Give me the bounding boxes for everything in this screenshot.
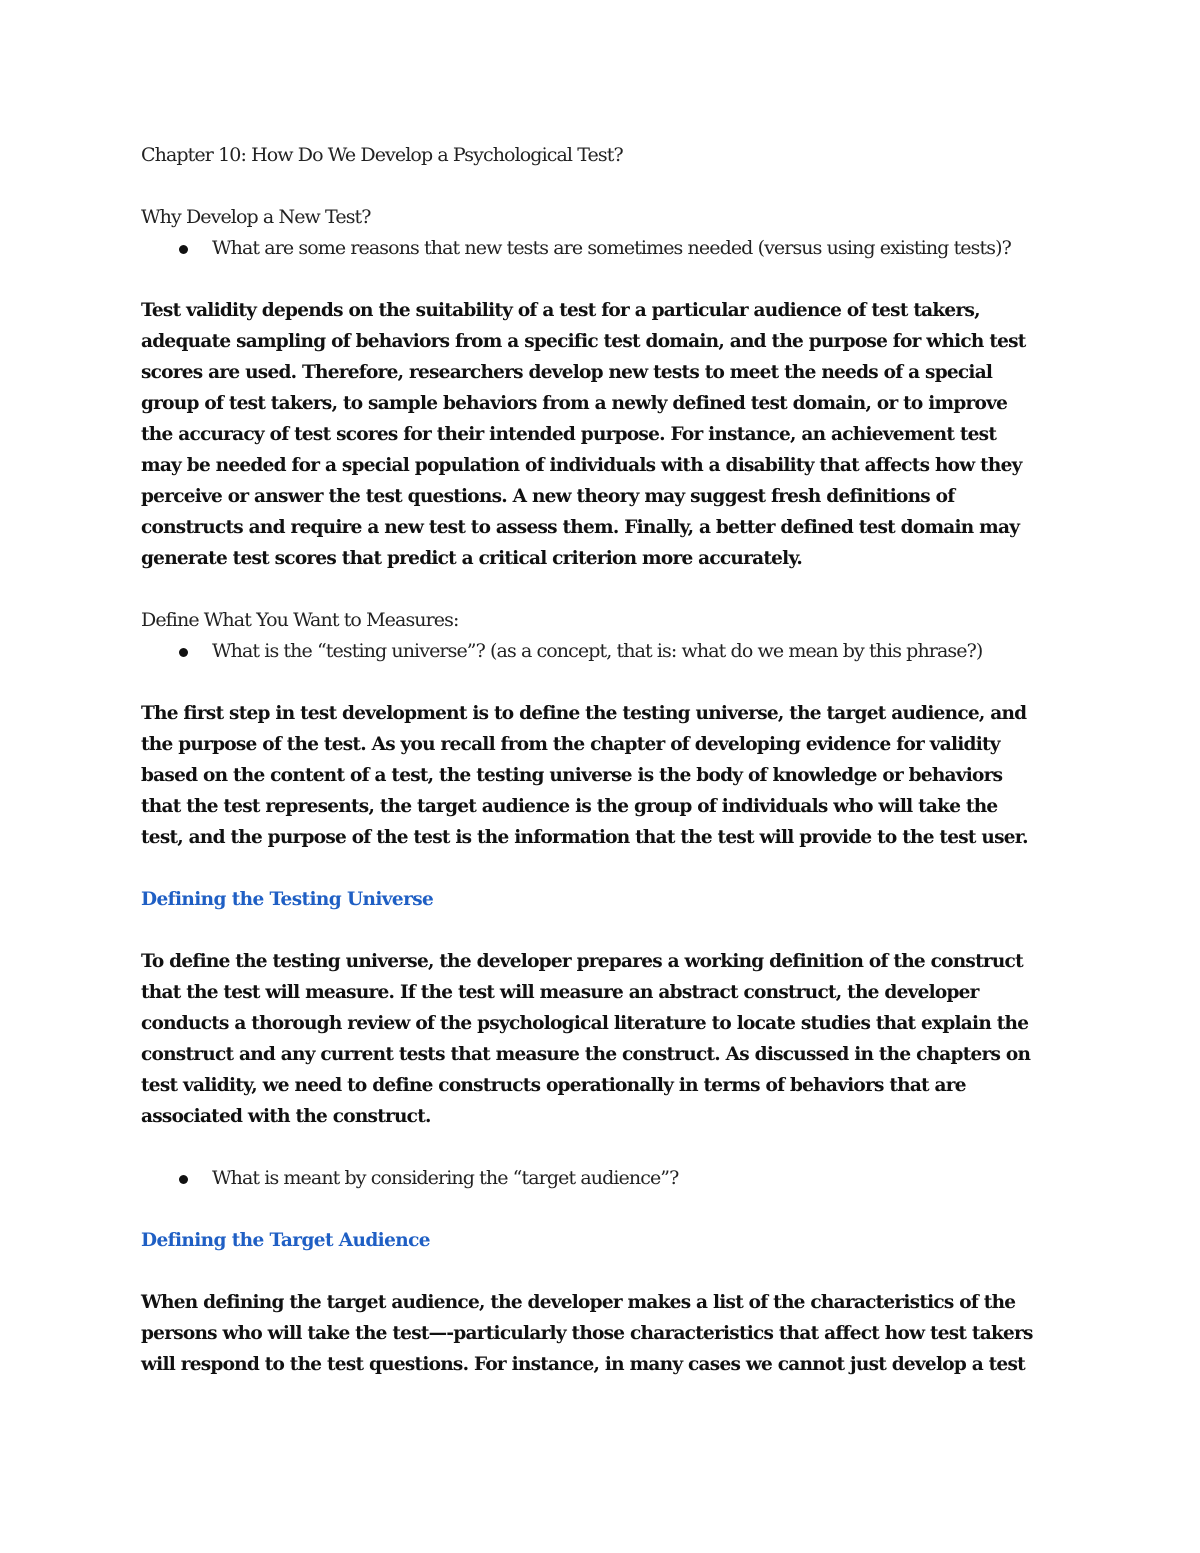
- paragraph-line: When defining the target audience, the developer makes a list of the characteristics of the: [141, 1292, 1016, 1313]
- paragraph-line: the purpose of the test. As you recall from the chapter of developing evidence for validity: [141, 734, 1000, 755]
- paragraph-line: persons who will take the test—-particularly those characteristics that affect how test takers: [141, 1323, 1033, 1344]
- bullet-icon: [179, 648, 188, 657]
- bullet-list-3: [141, 1163, 1061, 1194]
- paragraph-line: group of test takers, to sample behaviors from a newly defined test domain, or to improve: [141, 393, 1008, 414]
- paragraph-line: conducts a thorough review of the psychological literature to locate studies that explain the: [141, 1013, 1029, 1034]
- list-item: [141, 636, 1061, 667]
- bullet-text: What is meant by considering the “target audience”?: [212, 1167, 679, 1189]
- bullet-text: What is the “testing universe”? (as a concept, that is: what do we mean by this phrase?): [212, 640, 983, 662]
- answer-paragraph-3: [141, 946, 1061, 1132]
- spacer: [141, 171, 1061, 202]
- paragraph-line: constructs and require a new test to assess them. Finally, a better defined test domain may: [141, 517, 1020, 538]
- paragraph-line: will respond to the test questions. For instance, in many cases we cannot just develop a test: [141, 1354, 1025, 1375]
- spacer: [141, 264, 1061, 295]
- paragraph-line: test validity, we need to define constructs operationally in terms of behaviors that are: [141, 1075, 966, 1096]
- paragraph-line: adequate sampling of behaviors from a specific test domain, and the purpose for which test: [141, 331, 1026, 352]
- paragraph-line: perceive or answer the test questions. A new theory may suggest fresh definitions of: [141, 486, 955, 507]
- spacer: [141, 915, 1061, 946]
- bullet-text: What are some reasons that new tests are sometimes needed (versus using existing tests)?: [212, 237, 1011, 259]
- bullet-list-1: [141, 233, 1061, 264]
- spacer: [141, 667, 1061, 698]
- paragraph-line: The first step in test development is to define the testing universe, the target audience, and: [141, 703, 1027, 724]
- paragraph-line: construct and any current tests that measure the construct. As discussed in the chapters on: [141, 1044, 1031, 1065]
- spacer: [141, 574, 1061, 605]
- paragraph-line: that the test represents, the target audience is the group of individuals who will take the: [141, 796, 998, 817]
- bullet-icon: [179, 1175, 188, 1184]
- paragraph-line: the accuracy of test scores for their intended purpose. For instance, an achievement test: [141, 424, 997, 445]
- spacer: [141, 853, 1061, 884]
- document-page: [141, 140, 1061, 1380]
- question-heading-why-develop: Why Develop a New Test?: [141, 206, 371, 228]
- section-heading-testing-universe: Defining the Testing Universe: [141, 889, 434, 910]
- list-item: [141, 233, 1061, 264]
- paragraph-line: To define the testing universe, the developer prepares a working definition of the construct: [141, 951, 1023, 972]
- paragraph-line: generate test scores that predict a critical criterion more accurately.: [141, 548, 803, 569]
- answer-paragraph-1: [141, 295, 1061, 574]
- paragraph-line: scores are used. Therefore, researchers develop new tests to meet the needs of a special: [141, 362, 993, 383]
- paragraph-line: based on the content of a test, the testing universe is the body of knowledge or behaviors: [141, 765, 1003, 786]
- spacer: [141, 1256, 1061, 1287]
- paragraph-line: that the test will measure. If the test will measure an abstract construct, the developer: [141, 982, 979, 1003]
- spacer: [141, 1132, 1061, 1163]
- answer-paragraph-2: [141, 698, 1061, 853]
- question-heading-define-measures: Define What You Want to Measures:: [141, 609, 459, 631]
- list-item: [141, 1163, 1061, 1194]
- bullet-icon: [179, 245, 188, 254]
- section-heading-target-audience: Defining the Target Audience: [141, 1230, 430, 1251]
- paragraph-line: may be needed for a special population of individuals with a disability that affects how they: [141, 455, 1022, 476]
- answer-paragraph-4: [141, 1287, 1061, 1380]
- chapter-title: Chapter 10: How Do We Develop a Psychological Test?: [141, 144, 623, 166]
- paragraph-line: Test validity depends on the suitability of a test for a particular audience of test takers,: [141, 300, 980, 321]
- spacer: [141, 1194, 1061, 1225]
- paragraph-line: associated with the construct.: [141, 1106, 431, 1127]
- paragraph-line: test, and the purpose of the test is the information that the test will provide to the test user.: [141, 827, 1028, 848]
- bullet-list-2: [141, 636, 1061, 667]
